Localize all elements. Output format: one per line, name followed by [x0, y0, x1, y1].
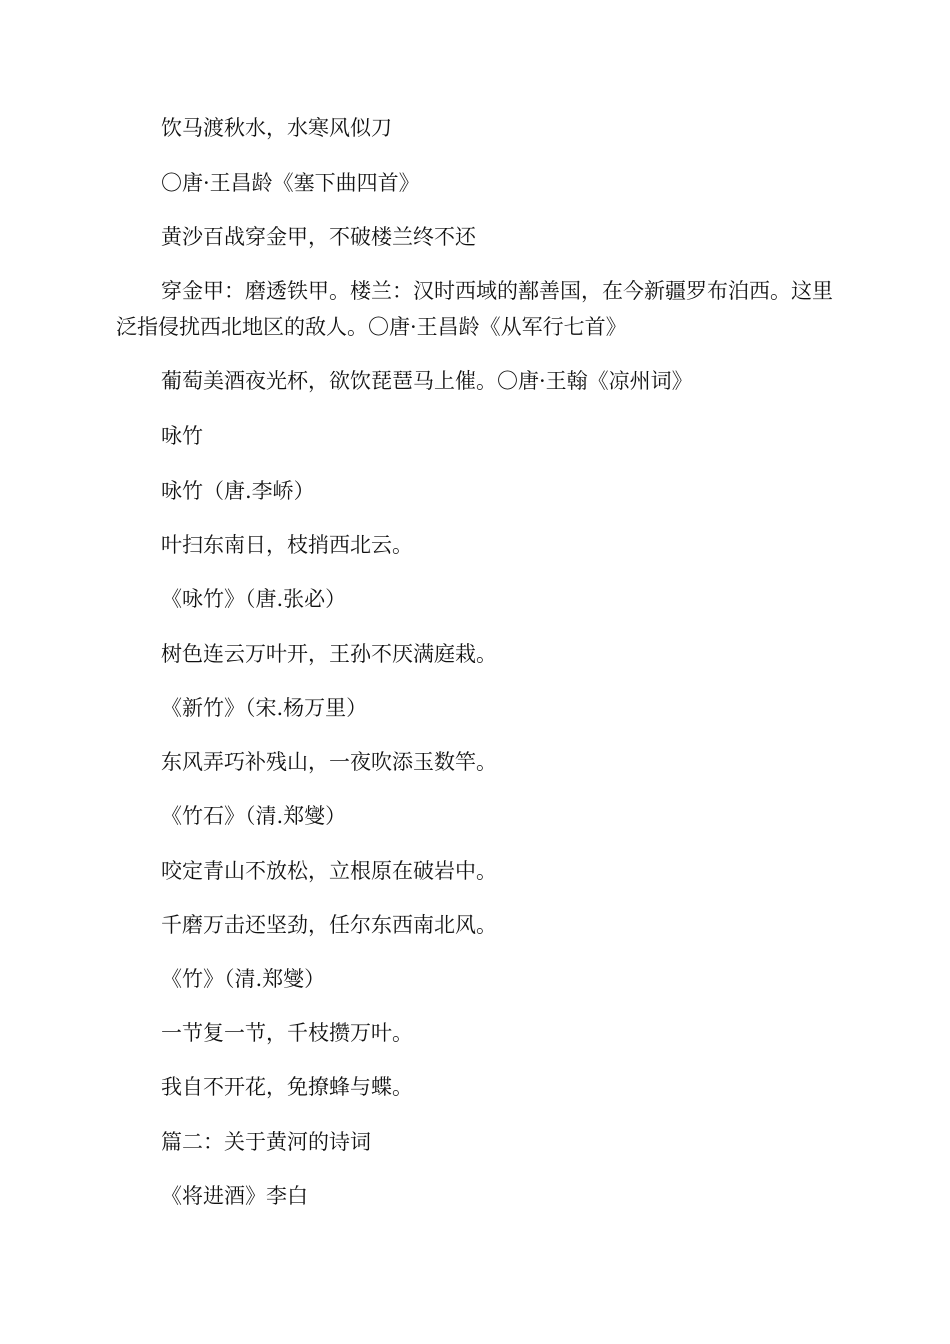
poem-attribution: 〇唐·王昌龄《塞下曲四首》: [161, 171, 420, 195]
poem-title: 《咏竹》（唐.张必）: [161, 587, 347, 611]
section-heading: 咏竹: [161, 424, 203, 448]
verse-line: 我自不开花，免撩蜂与蝶。: [161, 1075, 413, 1099]
verse-line: 叶扫东南日，枝捎西北云。: [161, 533, 413, 557]
verse-line: 饮马渡秋水，水寒风似刀: [161, 116, 392, 140]
verse-line: 一节复一节，千枝攒万叶。: [161, 1021, 413, 1045]
verse-line: 千磨万击还坚劲，任尔东西南北风。: [161, 913, 497, 937]
section-heading: 篇二：关于黄河的诗词: [161, 1130, 371, 1154]
poem-title: 《将进酒》李白: [161, 1184, 308, 1208]
annotation-paragraph: 穿金甲：磨透铁甲。楼兰：汉时西域的鄯善国，在今新疆罗布泊西。这里泛指侵扰西北地区的敌人。〇唐·王昌龄《从军行七首》: [116, 279, 833, 339]
verse-line: 黄沙百战穿金甲，不破楼兰终不还: [161, 225, 476, 249]
poem-title: 《竹》（清.郑燮）: [161, 967, 326, 991]
poem-title: 《竹石》（清.郑燮）: [161, 804, 347, 828]
poem-title: 《新竹》（宋.杨万里）: [161, 696, 368, 720]
verse-line: 树色连云万叶开，王孙不厌满庭栽。: [161, 642, 497, 666]
verse-line: 咬定青山不放松，立根原在破岩中。: [161, 859, 497, 883]
verse-line: 东风弄巧补残山，一夜吹添玉数竿。: [161, 750, 497, 774]
poem-title: 咏竹（唐.李峤）: [161, 479, 315, 503]
verse-line: 葡萄美酒夜光杯，欲饮琵琶马上催。〇唐·王翰《凉州词》: [161, 369, 693, 393]
